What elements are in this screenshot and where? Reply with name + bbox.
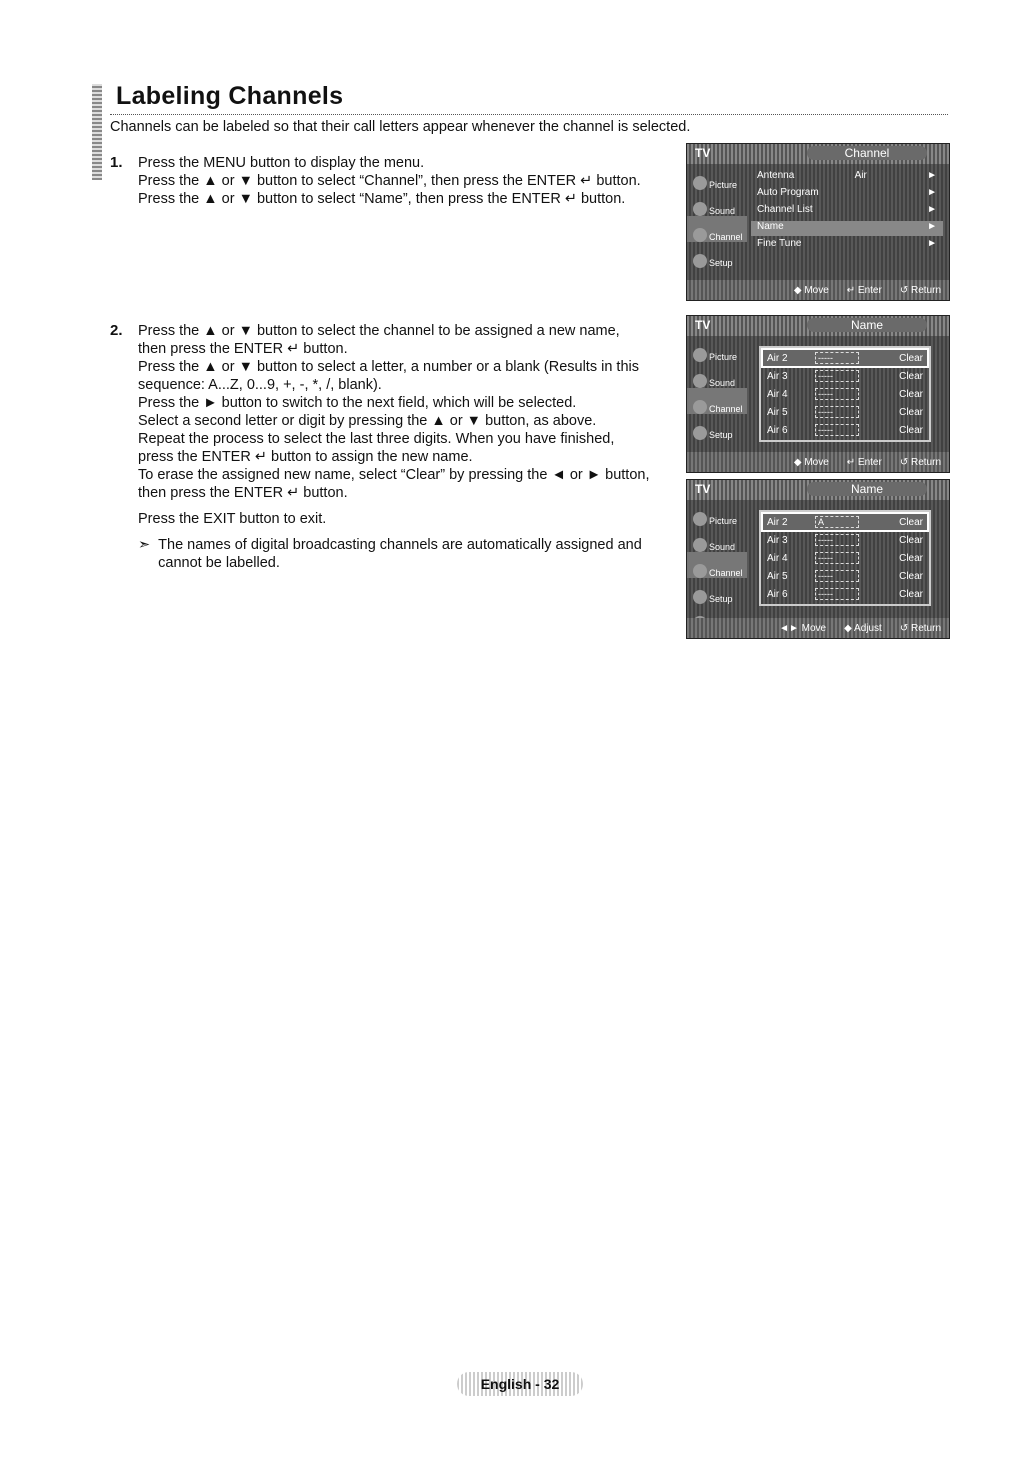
name-row[interactable]: Air 5 ----- Clear [767,570,923,582]
setup-icon [693,426,707,440]
page-title: Labeling Channels [116,82,344,110]
name-row[interactable]: Air 6 ----- Clear [767,588,923,600]
name-row[interactable]: Air 3 ----- Clear [767,534,923,546]
osd-name-menu [686,315,950,473]
title-divider [110,114,948,115]
sound-icon [693,374,707,388]
name-row[interactable]: Air 6 ----- Clear [767,424,923,436]
note-arrow-icon: ➣ [138,537,151,553]
osd-row[interactable]: Channel List ► [751,204,943,219]
osd-title: Channel [807,146,927,160]
arrow-right-icon: ► [927,221,937,232]
step-1-number: 1. [110,154,123,171]
step-2-line: Select a second letter or digit by pressing the ▲ or ▼ button, as above. [138,413,597,429]
name-row[interactable]: Air 4 ----- Clear [767,388,923,400]
osd-sidebar [687,164,747,280]
osd-footer: ◆ Move ↵ Enter ↺ Return [687,280,949,300]
osd-side-item[interactable]: Setup [687,414,747,440]
osd-side-item[interactable]: Picture [687,500,747,526]
osd-side-item[interactable]: Sound [687,526,747,552]
name-grid [759,510,931,606]
picture-icon [693,176,707,190]
osd-sidebar [687,336,747,452]
channel-icon [693,400,707,414]
arrow-right-icon: ► [927,170,937,181]
note-line: cannot be labelled. [158,555,280,571]
step-2-line: To erase the assigned new name, select “Clear” by pressing the ◄ or ► button, [138,467,650,483]
osd-footer: ◆ Move ↵ Enter ↺ Return [687,452,949,472]
osd-row[interactable]: Fine Tune ► [751,238,943,253]
note-line: The names of digital broadcasting channels are automatically assigned and [158,537,642,553]
sound-icon [693,538,707,552]
picture-icon [693,512,707,526]
setup-icon [693,590,707,604]
step-2-line: sequence: A...Z, 0...9, +, -, *, /, blank). [138,377,382,393]
osd-name-edit-menu [686,479,950,639]
osd-row-selected[interactable]: Name ► [751,221,943,236]
osd-footer: ◄► Move ◆ Adjust ↺ Return [687,618,949,638]
osd-content [751,170,943,255]
osd-row[interactable]: Antenna Air ► [751,170,943,185]
osd-tv-label: TV [695,318,711,332]
name-row[interactable]: Air 5 ----- Clear [767,406,923,418]
osd-side-item[interactable]: Channel [687,216,747,242]
exit-instruction: Press the EXIT button to exit. [138,511,327,527]
osd-side-item[interactable]: Setup [687,578,747,604]
intro-text: Channels can be labeled so that their call letters appear whenever the channel is selected. [110,119,691,135]
name-row[interactable]: Air 4 ----- Clear [767,552,923,564]
osd-title: Name [807,318,927,332]
setup-icon [693,254,707,268]
step-2-line: press the ENTER ↵ button to assign the new name. [138,449,473,465]
section-marker-bar [92,84,102,180]
step-1-line: Press the MENU button to display the menu. [138,155,425,171]
arrow-right-icon: ► [927,187,937,198]
osd-row[interactable]: Auto Program ► [751,187,943,202]
arrow-right-icon: ► [927,204,937,215]
osd-sidebar [687,500,747,618]
picture-icon [693,348,707,362]
osd-side-item[interactable]: Sound [687,362,747,388]
channel-icon [693,564,707,578]
osd-side-item[interactable]: Setup [687,242,747,268]
step-2-line: Press the ▲ or ▼ button to select the channel to be assigned a new name, [138,323,620,339]
name-row-selected[interactable]: Air 2 ----- Clear [763,350,927,366]
osd-side-item[interactable]: Picture [687,336,747,362]
step-2-line: then press the ENTER ↵ button. [138,485,348,501]
step-2-number: 2. [110,322,123,339]
note [138,536,650,572]
step-2-line: Press the ▲ or ▼ button to select a letter, a number or a blank (Results in this [138,359,639,375]
step-1 [138,154,641,208]
channel-icon [693,228,707,242]
osd-tv-label: TV [695,146,711,160]
step-1-line: Press the ▲ or ▼ button to select “Name”, then press the ENTER ↵ button. [138,191,626,207]
step-2-line: Repeat the process to select the last three digits. When you have finished, [138,431,615,447]
osd-side-item[interactable]: Sound [687,190,747,216]
osd-title: Name [807,482,927,496]
name-row[interactable]: Air 3 ----- Clear [767,370,923,382]
sound-icon [693,202,707,216]
osd-tv-label: TV [695,482,711,496]
osd-side-item[interactable]: Channel [687,388,747,414]
step-2-line: Press the ► button to switch to the next field, which will be selected. [138,395,577,411]
page-footer: English - 32 [457,1372,583,1396]
osd-side-item[interactable]: Channel [687,552,747,578]
osd-side-item[interactable]: Picture [687,164,747,190]
arrow-right-icon: ► [927,238,937,249]
step-1-line: Press the ▲ or ▼ button to select “Channel”, then press the ENTER ↵ button. [138,173,641,189]
step-2-line: then press the ENTER ↵ button. [138,341,348,357]
osd-channel-menu [686,143,950,301]
step-2 [138,322,650,572]
name-row-selected[interactable]: Air 2 A Clear [763,514,927,530]
name-grid [759,346,931,442]
